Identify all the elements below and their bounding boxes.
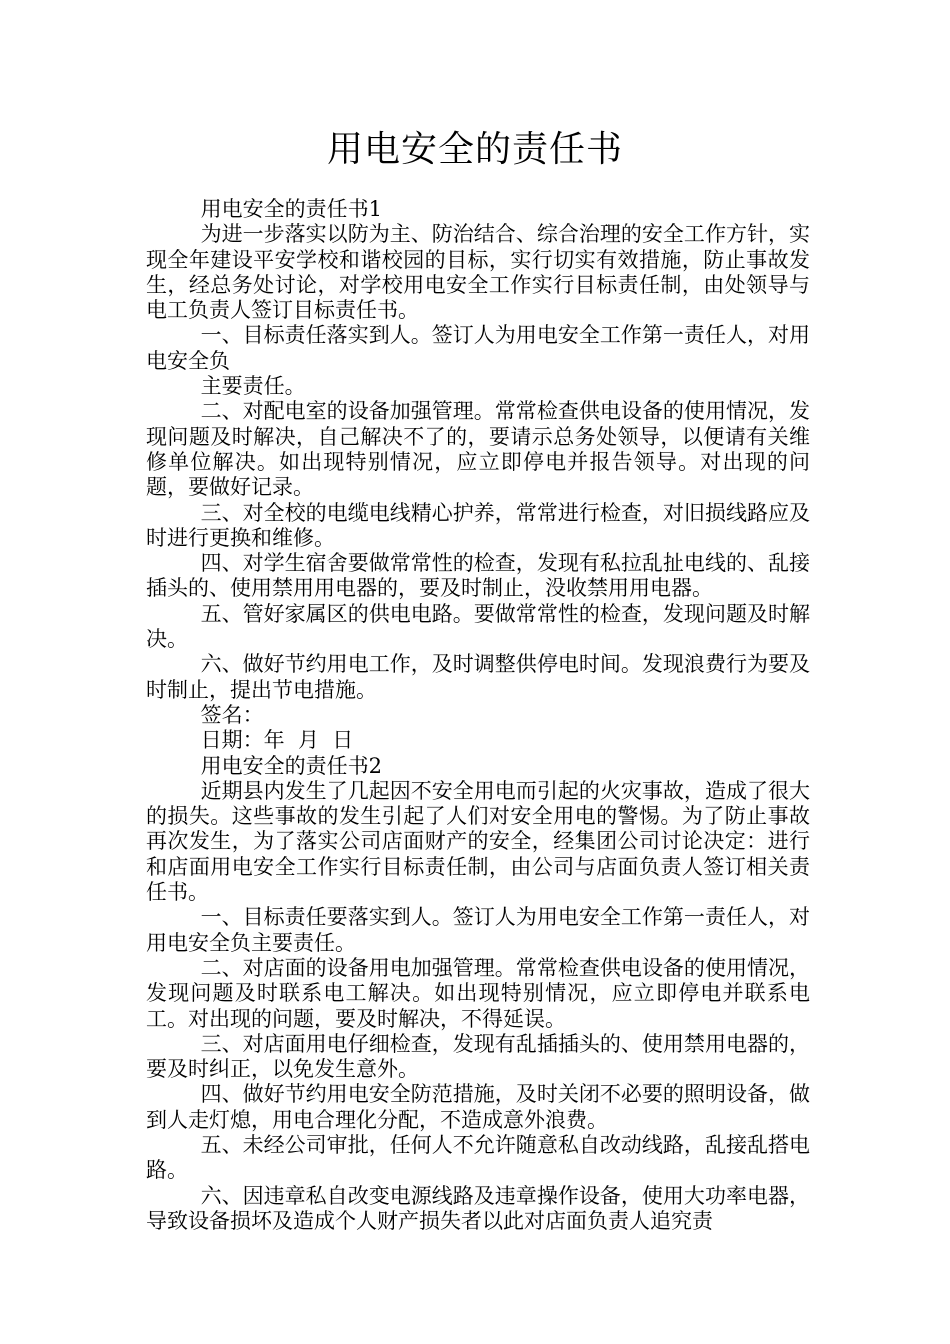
paragraph: 一、目标责任要落实到人。签订人为用电安全工作第一责任人，对用电安全负主要责任。	[146, 905, 810, 955]
date-line: 日期：年 月 日	[200, 728, 354, 753]
section-heading: 用电安全的责任书1	[200, 197, 382, 221]
section-heading: 用电安全的责任书2	[200, 753, 382, 778]
paragraph: 五、管好家属区的供电电路。要做常常性的检查，发现问题及时解决。	[146, 601, 810, 652]
paragraph: 二、对配电室的设备加强管理。常常检查供电设备的使用情况，发现问题及时解决，自己解决不了的，要请示总务处领导，以便请有关维修单位解决。如出现特别情况，应立即停电并报告领导。对出现的问题，要做好记录。	[146, 399, 810, 500]
paragraph: 四、对学生宿舍要做常常性的检查，发现有私拉乱扯电线的、乱接插头的、使用禁用用电器的，要及时制止，没收禁用用电器。	[146, 551, 810, 601]
signature-line: 签名：	[200, 702, 264, 727]
paragraph: 二、对店面的设备用电加强管理。常常检查供电设备的使用情况，发现问题及时联系电工解决。如出现特别情况，应立即停电并联系电工。对出现的问题，要及时解决，不得延误。	[146, 955, 810, 1031]
paragraph: 一、目标责任落实到人。签订人为用电安全工作第一责任人，对用电安全负	[146, 323, 810, 373]
paragraph: 主要责任。	[200, 374, 306, 399]
paragraph: 近期县内发生了几起因不安全用电而引起的火灾事故，造成了很大的损失。这些事故的发生引起了人们对安全用电的警惕。为了防止事故再次发生，为了落实公司店面财产的安全，经集团公司讨论决定：进行和店面用电安全工作实行目标责任制，由公司与店面负责人签订相关责任书。	[146, 778, 810, 905]
paragraph: 三、对全校的电缆电线精心护养，常常进行检查，对旧损线路应及时进行更换和维修。	[146, 500, 810, 550]
paragraph: 为进一步落实以防为主、防治结合、综合治理的安全工作方针，实现全年建设平安学校和谐校园的目标，实行切实有效措施，防止事故发生，经总务处讨论，对学校用电安全工作实行目标责任制，由处领导与电工负责人签订目标责任书。	[146, 222, 810, 323]
paragraph: 五、未经公司审批，任何人不允许随意私自改动线路，乱接乱搭电路。	[146, 1132, 810, 1183]
paragraph: 三、对店面用电仔细检查，发现有乱插插头的、使用禁用电器的，要及时纠正，以免发生意外。	[146, 1031, 810, 1082]
document-body	[146, 197, 810, 1234]
paragraph: 四、做好节约用电安全防范措施，及时关闭不必要的照明设备，做到人走灯熄，用电合理化分配，不造成意外浪费。	[146, 1082, 810, 1132]
paragraph: 六、因违章私自改变电源线路及违章操作设备，使用大功率电器，导致设备损坏及造成个人财产损失者以此对店面负责人追究责	[146, 1183, 810, 1233]
paragraph: 六、做好节约用电工作，及时调整供停电时间。发现浪费行为要及时制止，提出节电措施。	[146, 652, 810, 702]
document-title: 用电安全的责任书	[326, 129, 623, 170]
